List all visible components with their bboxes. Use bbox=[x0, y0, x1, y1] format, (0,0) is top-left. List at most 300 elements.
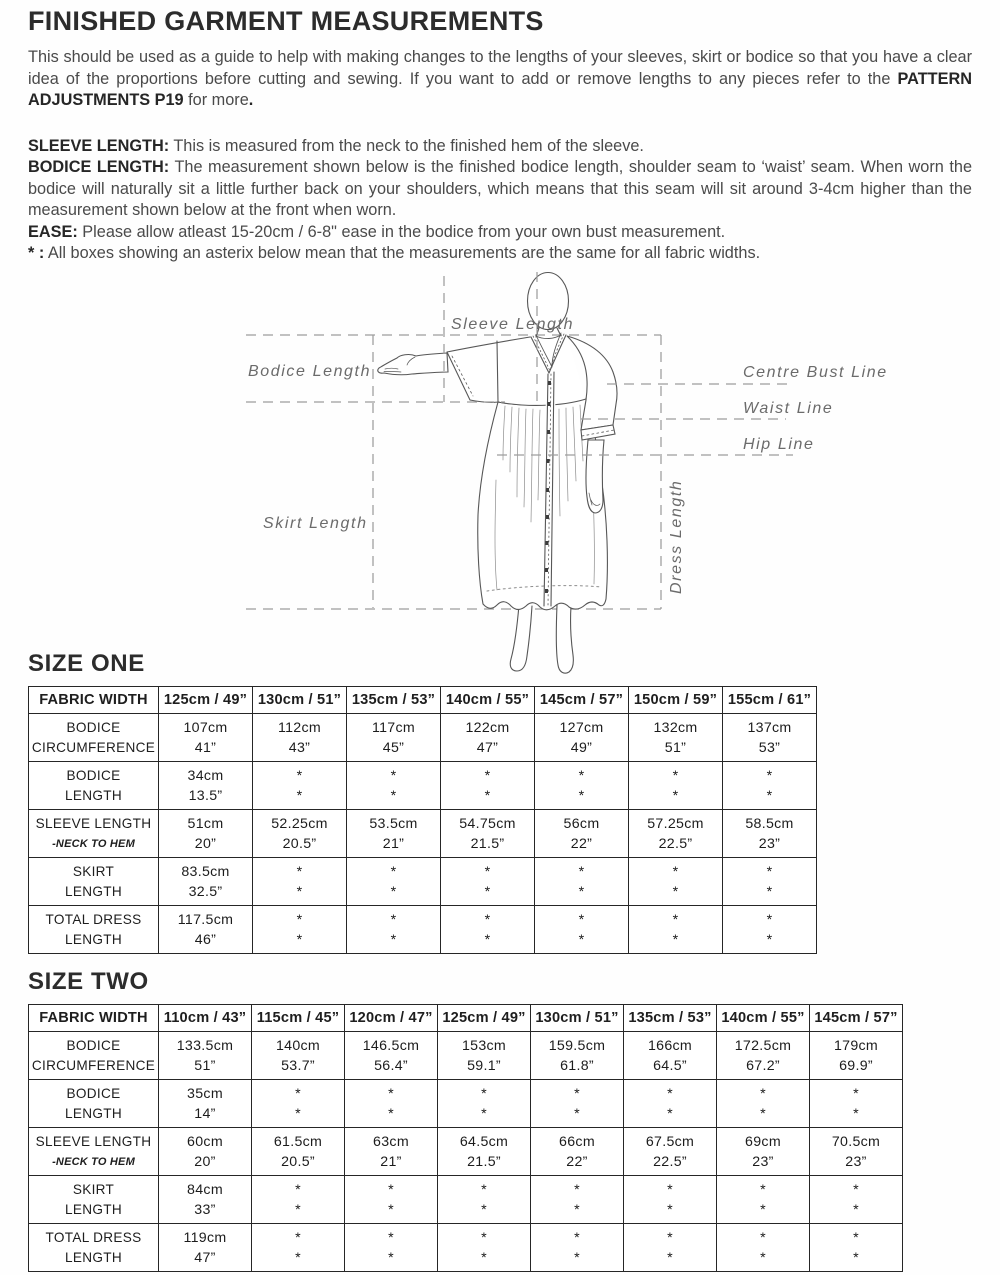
measurement-cell bbox=[438, 1032, 531, 1080]
measurement-cm-value: * bbox=[578, 863, 585, 880]
measurement-cell bbox=[345, 1128, 438, 1176]
measurement-cm-value: * bbox=[667, 1229, 673, 1246]
page-title: FINISHED GARMENT MEASUREMENTS bbox=[28, 6, 544, 36]
measurement-table-row bbox=[29, 1128, 903, 1176]
measurement-cm-value: 127cm bbox=[559, 719, 604, 736]
measurement-cell bbox=[441, 858, 535, 906]
measurement-cell bbox=[531, 1032, 624, 1080]
measurement-cm-value: * bbox=[574, 1181, 580, 1198]
measurement-cell bbox=[535, 762, 629, 810]
measurement-inch-value: * bbox=[766, 787, 773, 804]
measurement-cm-value: 166cm bbox=[647, 1037, 693, 1054]
measurement-inch-value: * bbox=[574, 1249, 580, 1266]
measurement-cell bbox=[535, 714, 629, 762]
measurement-cell bbox=[717, 1032, 810, 1080]
measurement-cm-value: * bbox=[853, 1085, 859, 1102]
measurement-cm-value: 52.25cm bbox=[271, 815, 328, 832]
measurement-cell bbox=[159, 1176, 252, 1224]
measurement-cm-value: 112cm bbox=[277, 719, 322, 736]
measurement-cell bbox=[624, 1128, 717, 1176]
measurement-cm-value: 35cm bbox=[187, 1085, 223, 1102]
row-label-cell bbox=[29, 1224, 159, 1272]
fabric-width-corner-cell: FABRIC WIDTH bbox=[29, 687, 159, 714]
measurement-cm-value: * bbox=[388, 1181, 394, 1198]
fabric-width-header-cell: 115cm / 45” bbox=[252, 1005, 345, 1032]
measurement-cell bbox=[441, 906, 535, 954]
measurement-cell bbox=[159, 1080, 252, 1128]
definition-term: * : bbox=[28, 244, 45, 262]
measurement-table-row bbox=[29, 762, 817, 810]
fabric-width-header-cell: 140cm / 55” bbox=[717, 1005, 810, 1032]
fabric-width-header-cell: 140cm / 55” bbox=[441, 687, 535, 714]
measurement-cell bbox=[253, 762, 347, 810]
measurement-cm-value: 61.5cm bbox=[273, 1133, 323, 1150]
measurement-cell bbox=[531, 1224, 624, 1272]
measurement-cm-value: 132cm bbox=[653, 719, 698, 736]
fabric-width-header-cell: 145cm / 57” bbox=[810, 1005, 903, 1032]
measurement-inch-value: * bbox=[388, 1105, 394, 1122]
measurement-cm-value: 66cm bbox=[559, 1133, 595, 1150]
fabric-width-header-row bbox=[29, 1005, 903, 1032]
measurement-cm-value: * bbox=[766, 863, 773, 880]
measurement-table-row bbox=[29, 1032, 903, 1080]
measurement-table-row bbox=[29, 1224, 903, 1272]
measurement-cell bbox=[624, 1032, 717, 1080]
measurement-cell bbox=[531, 1128, 624, 1176]
measurement-cm-value: * bbox=[481, 1229, 487, 1246]
measurement-inch-value: 23” bbox=[845, 1153, 867, 1170]
row-label-cell bbox=[29, 762, 159, 810]
measurement-cell bbox=[252, 1032, 345, 1080]
measurement-inch-value: * bbox=[295, 1249, 301, 1266]
measurement-inch-value: 46” bbox=[194, 931, 217, 948]
row-label-line: -NECK TO HEM bbox=[52, 1155, 135, 1168]
measurement-cell bbox=[629, 906, 723, 954]
measurement-cm-value: 64.5cm bbox=[459, 1133, 509, 1150]
measurement-inch-value: * bbox=[672, 883, 679, 900]
measurement-cell bbox=[535, 810, 629, 858]
definition-bodice-length bbox=[28, 157, 972, 222]
measurement-inch-value: 20.5” bbox=[281, 1153, 315, 1170]
measurement-cell bbox=[629, 858, 723, 906]
measurement-cell bbox=[717, 1176, 810, 1224]
measurement-cm-value: 53.5cm bbox=[369, 815, 418, 832]
measurement-cell bbox=[624, 1080, 717, 1128]
measurement-cm-value: * bbox=[388, 1229, 394, 1246]
measurement-cm-value: * bbox=[574, 1229, 580, 1246]
measurement-table-row bbox=[29, 1080, 903, 1128]
measurement-inch-value: * bbox=[667, 1105, 673, 1122]
measurement-cell bbox=[723, 858, 817, 906]
measurement-cm-value: 117cm bbox=[371, 719, 416, 736]
size-one-measurement-table bbox=[28, 686, 817, 954]
measurement-cm-value: * bbox=[295, 1181, 301, 1198]
measurement-cm-value: 159.5cm bbox=[548, 1037, 606, 1054]
measurement-inch-value: 53.7” bbox=[281, 1057, 315, 1074]
waist-line-label: Waist Line bbox=[743, 400, 834, 417]
measurement-inch-value: 43” bbox=[288, 739, 311, 756]
measurement-cell bbox=[810, 1224, 903, 1272]
measurement-inch-value: * bbox=[578, 931, 585, 948]
measurement-cell bbox=[441, 762, 535, 810]
measurement-inch-value: * bbox=[853, 1105, 859, 1122]
measurement-inch-value: * bbox=[296, 931, 303, 948]
measurement-cm-value: 63cm bbox=[373, 1133, 409, 1150]
definition-term: EASE: bbox=[28, 222, 78, 241]
measurement-cm-value: 56cm bbox=[563, 815, 600, 832]
measurement-inch-value: 61.8” bbox=[560, 1057, 594, 1074]
measurement-cell bbox=[438, 1176, 531, 1224]
measurement-inch-value: * bbox=[484, 883, 491, 900]
fabric-width-header-cell: 125cm / 49” bbox=[438, 1005, 531, 1032]
measurement-inch-value: 33” bbox=[194, 1201, 216, 1218]
row-label-line: CIRCUMFERENCE bbox=[31, 739, 156, 755]
measurement-inch-value: 59.1” bbox=[467, 1057, 501, 1074]
measurement-inch-value: * bbox=[390, 931, 397, 948]
measurement-cm-value: 137cm bbox=[747, 719, 792, 736]
measurement-inch-value: * bbox=[390, 883, 397, 900]
measurement-cell bbox=[159, 858, 253, 906]
measurement-cm-value: * bbox=[296, 863, 303, 880]
measurement-inch-value: 22.5” bbox=[653, 1153, 687, 1170]
measurement-inch-value: 47” bbox=[194, 1249, 216, 1266]
measurement-cell bbox=[441, 810, 535, 858]
row-label-line: SLEEVE LENGTH bbox=[35, 815, 152, 831]
fabric-width-header-cell: 135cm / 53” bbox=[624, 1005, 717, 1032]
measurement-cell bbox=[252, 1224, 345, 1272]
measurement-inch-value: 47” bbox=[476, 739, 499, 756]
row-label-line: LENGTH bbox=[65, 1249, 122, 1265]
measurement-cell bbox=[345, 1176, 438, 1224]
size-two-heading: SIZE TWO bbox=[28, 968, 149, 995]
measurement-cm-value: * bbox=[296, 767, 303, 784]
measurement-inch-value: * bbox=[853, 1201, 859, 1218]
row-label-line: BODICE bbox=[66, 1037, 121, 1053]
measurement-cm-value: 54.75cm bbox=[459, 815, 516, 832]
measurement-inch-value: * bbox=[296, 883, 303, 900]
row-label-line: LENGTH bbox=[65, 787, 122, 803]
row-label-line: LENGTH bbox=[65, 1201, 122, 1217]
measurement-inch-value: * bbox=[388, 1201, 394, 1218]
measurement-cm-value: * bbox=[296, 911, 303, 928]
measurement-cell bbox=[629, 762, 723, 810]
measurement-inch-value: 51” bbox=[664, 739, 687, 756]
fabric-width-header-cell: 110cm / 43” bbox=[159, 1005, 252, 1032]
measurement-inch-value: 67.2” bbox=[746, 1057, 780, 1074]
measurement-cell bbox=[629, 810, 723, 858]
measurement-cell bbox=[810, 1032, 903, 1080]
measurement-table-row bbox=[29, 714, 817, 762]
definition-text: This is measured from the neck to the finished hem of the sleeve. bbox=[169, 136, 644, 155]
measurement-inch-value: * bbox=[388, 1249, 394, 1266]
measurement-cell bbox=[535, 906, 629, 954]
measurement-inch-value: * bbox=[578, 883, 585, 900]
measurement-cm-value: * bbox=[484, 767, 491, 784]
row-label-cell bbox=[29, 1176, 159, 1224]
measurement-cell bbox=[810, 1176, 903, 1224]
measurement-cm-value: 34cm bbox=[187, 767, 224, 784]
measurement-cell bbox=[159, 762, 253, 810]
measurement-inch-value: 41” bbox=[194, 739, 217, 756]
row-label-cell bbox=[29, 714, 159, 762]
measurement-cell bbox=[717, 1128, 810, 1176]
row-label-line: SLEEVE LENGTH bbox=[35, 1133, 152, 1149]
measurement-inch-value: 22” bbox=[566, 1153, 588, 1170]
measurement-inch-value: 22.5” bbox=[658, 835, 693, 852]
measurement-inch-value: 20” bbox=[194, 1153, 216, 1170]
measurement-cm-value: 153cm bbox=[461, 1037, 507, 1054]
measurement-inch-value: 21.5” bbox=[470, 835, 505, 852]
measurement-cell bbox=[723, 762, 817, 810]
measurement-cm-value: * bbox=[853, 1229, 859, 1246]
measurement-cm-value: 70.5cm bbox=[831, 1133, 881, 1150]
measurement-cm-value: * bbox=[578, 767, 585, 784]
definition-text: Please allow atleast 15-20cm / 6-8" ease in the bodice from your own bust measurement. bbox=[77, 222, 726, 241]
measurement-inch-value: * bbox=[390, 787, 397, 804]
definition-text: All boxes showing an asterix below mean that the measurements are the same for all fabric widths. bbox=[44, 244, 761, 262]
measurement-inch-value: * bbox=[484, 787, 491, 804]
measurement-cell bbox=[624, 1224, 717, 1272]
size-two-section bbox=[28, 968, 903, 1272]
measurement-inch-value: * bbox=[295, 1201, 301, 1218]
measurement-cm-value: 117.5cm bbox=[177, 911, 234, 928]
measurement-cell bbox=[252, 1080, 345, 1128]
bodice-length-label: Bodice Length bbox=[248, 363, 372, 380]
measurement-cm-value: * bbox=[481, 1085, 487, 1102]
measurement-inch-value: * bbox=[481, 1105, 487, 1122]
measurement-cm-value: 107cm bbox=[183, 719, 228, 736]
measurement-cell bbox=[624, 1176, 717, 1224]
measurement-cell bbox=[723, 906, 817, 954]
measurement-inch-value: * bbox=[766, 883, 773, 900]
definition-term: SLEEVE LENGTH: bbox=[28, 136, 170, 155]
measurement-cell bbox=[159, 1128, 252, 1176]
measurement-inch-value: * bbox=[672, 787, 679, 804]
measurement-cm-value: 140cm bbox=[275, 1037, 321, 1054]
row-label-cell bbox=[29, 1080, 159, 1128]
centre-bust-line-label: Centre Bust Line bbox=[743, 364, 888, 381]
measurement-inch-value: 22” bbox=[570, 835, 593, 852]
measurement-inch-value: 23” bbox=[752, 1153, 774, 1170]
fabric-width-header-cell: 150cm / 59” bbox=[629, 687, 723, 714]
measurement-inch-value: * bbox=[296, 787, 303, 804]
measurement-cm-value: * bbox=[672, 863, 679, 880]
measurement-cell bbox=[717, 1224, 810, 1272]
measurement-cell bbox=[438, 1080, 531, 1128]
measurement-cell bbox=[810, 1080, 903, 1128]
measurement-cell bbox=[253, 858, 347, 906]
intro-paragraph bbox=[28, 47, 972, 112]
measurement-inch-value: * bbox=[295, 1105, 301, 1122]
measurement-inch-value: 23” bbox=[758, 835, 781, 852]
hip-line-label: Hip Line bbox=[743, 436, 815, 453]
measurement-cm-value: 67.5cm bbox=[645, 1133, 695, 1150]
measurement-cell bbox=[159, 714, 253, 762]
measurement-cell bbox=[441, 714, 535, 762]
measurement-cm-value: 84cm bbox=[187, 1181, 223, 1198]
measurement-cm-value: 83.5cm bbox=[181, 863, 230, 880]
row-label-line: TOTAL DRESS bbox=[45, 911, 142, 927]
intro-end-period: . bbox=[248, 91, 254, 109]
row-label-cell bbox=[29, 1032, 159, 1080]
measurement-inch-value: 64.5” bbox=[653, 1057, 687, 1074]
row-label-line: LENGTH bbox=[65, 883, 122, 899]
measurement-cm-value: 119cm bbox=[183, 1229, 227, 1246]
measurement-cell bbox=[531, 1176, 624, 1224]
measurement-cm-value: 172.5cm bbox=[734, 1037, 792, 1054]
measurement-cell bbox=[159, 1032, 252, 1080]
measurement-cm-value: * bbox=[295, 1085, 301, 1102]
measurement-inch-value: 20.5” bbox=[282, 835, 317, 852]
measurement-cm-value: * bbox=[672, 911, 679, 928]
fabric-width-header-row bbox=[29, 687, 817, 714]
measurement-cell bbox=[345, 1080, 438, 1128]
size-two-measurement-table bbox=[28, 1004, 903, 1272]
measurement-cm-value: * bbox=[481, 1181, 487, 1198]
fabric-width-header-cell: 120cm / 47” bbox=[345, 1005, 438, 1032]
measurement-inch-value: 13.5” bbox=[188, 787, 223, 804]
measurement-inch-value: 14” bbox=[194, 1105, 216, 1122]
measurement-cell bbox=[253, 906, 347, 954]
measurement-cell bbox=[159, 906, 253, 954]
measurement-cm-value: * bbox=[853, 1181, 859, 1198]
measurement-cell bbox=[253, 810, 347, 858]
measurement-table-row bbox=[29, 858, 817, 906]
measurement-cell bbox=[159, 810, 253, 858]
measurement-cm-value: * bbox=[760, 1085, 766, 1102]
measurement-inch-value: * bbox=[760, 1105, 766, 1122]
measurement-cm-value: * bbox=[760, 1229, 766, 1246]
skirt-length-label: Skirt Length bbox=[263, 515, 368, 532]
measurement-cm-value: * bbox=[484, 863, 491, 880]
definition-text: The measurement shown below is the finished bodice length, shoulder seam to ‘waist’ seam. When worn the bodice will naturally sit a little further back on your shoulders, which means that this seam will sit around 3-4cm higher than the measurement shown below at the front when worn. bbox=[28, 158, 972, 219]
fabric-width-header-cell: 145cm / 57” bbox=[535, 687, 629, 714]
measurement-cm-value: 133.5cm bbox=[176, 1037, 234, 1054]
measurement-inch-value: * bbox=[766, 931, 773, 948]
row-label-line: SKIRT bbox=[72, 863, 115, 879]
measurement-table-row bbox=[29, 1176, 903, 1224]
measurement-inch-value: * bbox=[672, 931, 679, 948]
fabric-width-header-cell: 135cm / 53” bbox=[347, 687, 441, 714]
row-label-cell bbox=[29, 858, 159, 906]
measurement-cm-value: 179cm bbox=[833, 1037, 879, 1054]
measurement-inch-value: * bbox=[667, 1201, 673, 1218]
measurement-cm-value: * bbox=[390, 863, 397, 880]
row-label-line: SKIRT bbox=[72, 1181, 115, 1197]
measurement-cell bbox=[438, 1128, 531, 1176]
measurement-cell bbox=[347, 810, 441, 858]
row-label-line: BODICE bbox=[66, 767, 121, 783]
measurement-table-row bbox=[29, 906, 817, 954]
measurement-inch-value: 69.9” bbox=[839, 1057, 873, 1074]
garment-measurement-diagram bbox=[0, 265, 1000, 677]
row-label-line: LENGTH bbox=[65, 931, 122, 947]
measurement-inch-value: 20” bbox=[194, 835, 217, 852]
measurement-cell bbox=[438, 1224, 531, 1272]
measurement-cell bbox=[345, 1224, 438, 1272]
measurement-inch-value: * bbox=[760, 1201, 766, 1218]
measurement-cm-value: * bbox=[295, 1229, 301, 1246]
measurement-cell bbox=[723, 714, 817, 762]
measurement-inch-value: * bbox=[484, 931, 491, 948]
measurement-inch-value: * bbox=[667, 1249, 673, 1266]
measurement-cell bbox=[347, 858, 441, 906]
row-label-line: TOTAL DRESS bbox=[45, 1229, 142, 1245]
intro-text-post: for more bbox=[183, 91, 249, 109]
measurement-cell bbox=[252, 1176, 345, 1224]
measurement-inch-value: * bbox=[578, 787, 585, 804]
measurement-cell bbox=[159, 1224, 252, 1272]
dress-length-label: Dress Length bbox=[668, 479, 685, 594]
measurement-inch-value: 21” bbox=[380, 1153, 402, 1170]
fabric-width-header-cell: 155cm / 61” bbox=[723, 687, 817, 714]
measurement-inch-value: 32.5” bbox=[188, 883, 223, 900]
measurement-inch-value: 45” bbox=[382, 739, 405, 756]
measurement-cm-value: * bbox=[766, 767, 773, 784]
size-one-section bbox=[28, 650, 817, 954]
measurement-cm-value: 60cm bbox=[187, 1133, 223, 1150]
measurement-cell bbox=[345, 1032, 438, 1080]
measurement-cm-value: * bbox=[574, 1085, 580, 1102]
measurement-cm-value: * bbox=[760, 1181, 766, 1198]
measurement-inch-value: 49” bbox=[570, 739, 593, 756]
measurement-table-row bbox=[29, 810, 817, 858]
row-label-line: -NECK TO HEM bbox=[52, 837, 135, 850]
measurement-cell bbox=[252, 1128, 345, 1176]
measurement-cell bbox=[347, 714, 441, 762]
measurement-inch-value: * bbox=[574, 1201, 580, 1218]
measurement-cm-value: * bbox=[484, 911, 491, 928]
definition-term: BODICE LENGTH: bbox=[28, 158, 170, 176]
measurement-cm-value: * bbox=[667, 1085, 673, 1102]
row-label-cell bbox=[29, 1128, 159, 1176]
definition-ease bbox=[28, 222, 972, 244]
size-one-heading: SIZE ONE bbox=[28, 650, 145, 677]
measurement-cm-value: 69cm bbox=[745, 1133, 781, 1150]
measurement-cell bbox=[723, 810, 817, 858]
measurement-cell bbox=[347, 762, 441, 810]
measurement-cm-value: 51cm bbox=[187, 815, 224, 832]
header-text-block bbox=[28, 6, 972, 265]
measurement-inch-value: * bbox=[574, 1105, 580, 1122]
measurement-cell bbox=[810, 1128, 903, 1176]
measurement-cm-value: * bbox=[390, 911, 397, 928]
measurement-cm-value: * bbox=[388, 1085, 394, 1102]
measurement-cm-value: * bbox=[667, 1181, 673, 1198]
sleeve-length-label: Sleeve Length bbox=[451, 316, 575, 333]
measurement-cell bbox=[253, 714, 347, 762]
measurement-inch-value: * bbox=[760, 1249, 766, 1266]
row-label-line: CIRCUMFERENCE bbox=[31, 1057, 156, 1073]
row-label-line: LENGTH bbox=[65, 1105, 122, 1121]
measurement-inch-value: * bbox=[853, 1249, 859, 1266]
measurement-inch-value: * bbox=[481, 1201, 487, 1218]
measurement-inch-value: 56.4” bbox=[374, 1057, 408, 1074]
definition-sleeve-length bbox=[28, 136, 972, 158]
measurement-inch-value: * bbox=[481, 1249, 487, 1266]
intro-text: This should be used as a guide to help with making changes to the lengths of your sleeves, skirt or bodice so that you have a clear idea of the proportions before cutting and sewing. If you want to add or remove lengths to any pieces refer to the bbox=[28, 48, 972, 88]
measurement-inch-value: 51” bbox=[194, 1057, 216, 1074]
measurement-cell bbox=[717, 1080, 810, 1128]
measurement-cell bbox=[535, 858, 629, 906]
row-label-line: BODICE bbox=[66, 1085, 121, 1101]
measurement-cell bbox=[531, 1080, 624, 1128]
measurement-inch-value: 53” bbox=[758, 739, 781, 756]
measurement-cm-value: 146.5cm bbox=[362, 1037, 420, 1054]
measurement-cell bbox=[629, 714, 723, 762]
measurement-cm-value: * bbox=[390, 767, 397, 784]
measurement-cm-value: 57.25cm bbox=[647, 815, 704, 832]
